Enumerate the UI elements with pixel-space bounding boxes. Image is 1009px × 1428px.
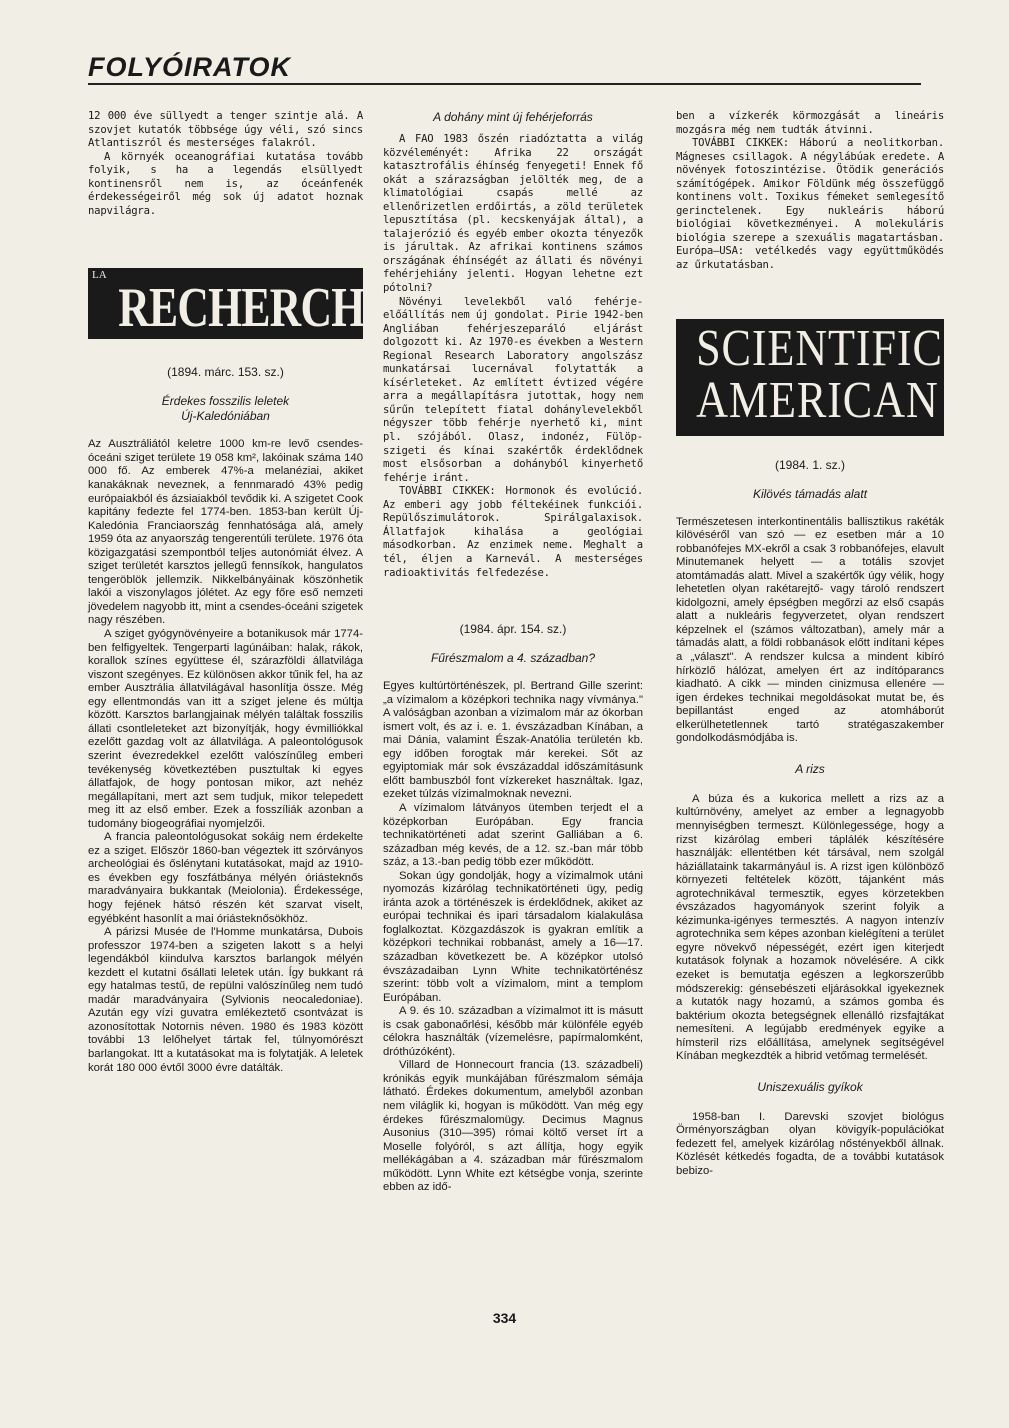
issue-label: (1984. 1. sz.) xyxy=(774,457,846,472)
logo-recherche-text: RECHERCHE xyxy=(118,277,393,340)
header-rule xyxy=(88,83,921,85)
column-1 xyxy=(88,110,393,1075)
body-paragraph: A sziget gyógynövényeire a botanikusok már 1774-ben felfigyeltek. Tengerparti lagúnáiban: halak, rákok, korallok színes együttese él, szárazföldi állatvilága viszont szegényes. Ez különösen akkor tűnik fel, ha az ember Ausztrália állatvilágával hasonlítja össze. Még egy ellentmondás van itt a sziget jelene és múltja között. Karsztos barlangjainak mélyén találtak fosszilis állati csontleleteket azt bizonyítják, hogy évmilliókkal ezelőtt gazdag volt az állatvilága. A paleontológusok szerint évezredekkel ezelőtt valószínűleg emberi tevékenység következtében pusztultak ki egyes állatfajok, de hogy pontosan mikor, azt nehéz megállapítani, mert azt sem tudjuk, mikor telepedett meg itt az első ember. Ezek a fosszíliák azonban a tudomány biogeográfiai nyomjelzői. xyxy=(88,628,363,830)
scientific-american-logo xyxy=(676,319,944,436)
logo-line: SCIENTIFIC xyxy=(696,319,943,377)
body-paragraph: A 9. és 10. században a vízimalmot itt is másutt is csak gabonaőrlési, később már különféle egyéb célokra használták (vízemelésre, papírmalomként, dróthúzóként). xyxy=(383,1005,643,1058)
issue-label: (1894. márc. 153. sz.) xyxy=(167,365,284,380)
article-title-line: Érdekes fosszilis leletek xyxy=(161,394,290,409)
body-paragraph: Egyes kultúrtörténészek, pl. Bertrand Gille szerint: „a vízimalom a középkori technika nagy vívmánya." A valóságban azonban a vízimalom már az ókorban ismert volt, és az i. e. 1. évszázadban Kínában, a mai Dánia, valamint Észak-Anatólia területén kb. egy időben forogtak már kerekei. Sőt az egyiptomiak már sok évszázaddal időszámításunk előtt bambuszból font vízkereket használtak. Igaz, ezeket túlzás vízimalmoknak nevezni. xyxy=(383,680,643,801)
body-paragraph: Az Ausztráliától keletre 1000 km-re levő csendes-óceáni sziget területe 19 058 km², lakóinak száma 140 000 fő. Az emberek 47%-a melanéziai, akiket kanakáknak neveznek, a fennmaradó 43% pedig európaiakból és ázsiaiakból tevődik ki. A szigetet Cook kapitány fedezte fel 1774-ben. 1853-ban került Új-Kaledónia Franciaország fennhatósága alá, amely 1959 óta az anyaország tengerentúli területe. 1976 óta közigazgatási szempontból teljes autonómiát élvez. A sziget területét karsztos jellegű fennsíkok, hangulatos tengeröblök jellemzik. Nikkelbányáinak köszönhetik lakói a viszonylagos jólétet. Az egy főre eső nemzeti jövedelem nagyobb itt, mint a csendes-óceáni szigetek nagy részében. xyxy=(88,438,363,627)
body-paragraph: A párizsi Musée de l'Homme munkatársa, Dubois professzor 1974-ben a szigeten lakott s a helyi legendákból kiindulva karsztos barlangok mélyén kezdett el kutatni ősállati leletek után. Így bukkant rá egy hatalmas testű, de repülni valószínűleg nem tudó madár maradványaira (Sylvionis neocaledoniae). Azután egy vízi guvatra emlékeztető csontvázat is azonosítottak Notornis néven. 1980 és 1983 között további 13 lelőhelyet tártak fel, túlnyomórészt barlangokat. Itt a kutatásokat ma is folytatják. A leletek korát 180 000 évtől 3000 évre datálták. xyxy=(88,926,363,1074)
body-paragraph: Sokan úgy gondolják, hogy a vízimalmok utáni nyomozás kizárólag technikatörténeti ügy, pedig iránta azok a történészek is érdeklődnek, akiket az európai technikai és ipari társadalom kialakulása foglalkoztat. Közgazdászok is gyakran említik a középkori technikai robbanást, amely a 16—17. században következett be. A középkor utolsó évszázadaiban Lynn White technikatörténész szerint: több volt a vízimalom, mint a templom Európában. xyxy=(383,869,643,1004)
article-title xyxy=(88,394,363,424)
body-paragraph: A FAO 1983 őszén riadóztatta a világ közvéleményét: Afrika 22 országát katasztrofális éhínség fenyegeti! Ennek fő okát a szárazságban jelölték meg, de a klimatológiai csapás mellé az ellenőrizetlen erdőirtás, a zöld területek lepusztítása (pl. kecskenyájak által), a talajerózió és egyéb ember okozta tényezők is járultak. Az afrikai kontinens számos országának éhínségét az állati és növényi fehérjehiány jelenti. Hogyan lehetne ezt pótolni? xyxy=(383,133,643,295)
further-articles: TOVÁBBI CIKKEK: Hormonok és evolúció. Az emberi agy jobb féltekéinek funkciói. Repülőszimulátorok. Spirálgalaxisok. Állatfajok kihalása a geológiai másodkorban. Az enzimek neme. Meghalt a tél, éljen a Karnevál. A mesterséges radioaktivitás felfedezése. xyxy=(383,485,643,579)
column-3 xyxy=(676,110,944,1179)
body-paragraph: Villard de Honnecourt francia (13. századbeli) krónikás egyik munkájában fűrészmalom sémája látható. Érdekes dokumentum, amelyből azonban nem világlik ki, hogyan is működött. Van még egy érdekes fűrészmalomügy. Decimus Magnus Ausonius (310—395) római költő verset írt a Moselle folyóról, s azt állítja, hogy egyik mellékágában a 4. században már fűrészmalom működött. Lynn White ezt kétségbe vonja, szerinte ebben az idő- xyxy=(383,1059,643,1194)
column-2 xyxy=(383,110,643,1195)
article-title: Kilövés támadás alatt xyxy=(752,486,868,501)
logo-la-text: LA xyxy=(92,269,107,282)
further-articles: TOVÁBBI CIKKEK: Háború a neolitkorban. Mágneses csillagok. A négylábúak eredete. A növények fotoszintézise. Ötödik generációs számítógépek. Amikor Földünk még összefüggő kontinens volt. Toxikus fémeket semlegesítő gerinctelenek. Egy nukleáris háború biológiai következményei. A molekuláris biológia szerepe a szexuális magatartásban. Európa—USA: vetélkedés vagy együttműködés az űrkutatásban. xyxy=(676,137,944,272)
la-recherche-logo xyxy=(88,268,393,340)
intro-paragraph: 12 000 éve süllyedt a tenger szintje alá. A szovjet kutatók többsége úgy véli, szó sincs Atlantiszról és mesterséges falakról. xyxy=(88,110,363,150)
body-paragraph: Természetesen interkontinentális ballisztikus rakéták kilövéséről van szó — ez esetben már a 10 robbanófejes MX-ekről a csak 3 robbanófejes, elavult Minutemanek helyett — a totális szovjet atomtámadás alatt. Mivel a szakértők úgy vélik, hogy lehetetlen olyan rakétarejtő- vagy tároló rendszert kidolgozni, amely épségben megőrzi az első csapás alatt a nukleáris fegyverzetet, olyan rendszert képzelnek el (számos változatban), amely már a támadás alatt, a földi robbanások előtt indítani képes a „választ". A rendszer kulcsa a mindent kibíró hírközlő hálózat, amelyen ért az indítóparancs kiadható. A cikk — minden cinizmusa ellenére — igen érdekes technikai megoldásokat mutat be, és bepillantást enged az atomháborút elkerülhetetlennek tartó stratégaszakember gondolkodásmódjába is. xyxy=(676,515,944,745)
body-paragraph: 1958-ban I. Darevski szovjet biológus Örményországban olyan kövigyík-populációkat fedezett fel, amelyek kizárólag nőstényekből állnak. Közlését kétkedés fogadta, de a további kutatások bebizo- xyxy=(676,1110,944,1177)
intro-paragraph: A környék oceanográfiai kutatása tovább folyik, s ha a legendás elsüllyedt kontinensről nem is, az óceánfenék érdekességeiről még sok új adatot hoznak napvilágra. xyxy=(88,150,363,217)
issue-label: (1984. ápr. 154. sz.) xyxy=(459,622,567,637)
body-paragraph: A francia paleontológusokat sokáig nem érdekelte ez a sziget. Először 1860-ban végeztek itt szórványos archeológiai és őslénytani kutatásokat, majd az 1910-es években egy foszfátbánya mélyén óriásteknős maradványaira bukkantak (Meiolonia). Érdekessége, hogy fejének hátsó részén két szarvat viselt, egyébként hasonlít a mai óriásteknősökhöz. xyxy=(88,831,363,925)
body-paragraph: ben a vízkerék körmozgását a lineáris mozgásra még nem tudták átvinni. xyxy=(676,110,944,136)
body-paragraph: A búza és a kukorica mellett a rizs az a kultúrnövény, amelyet az ember a legnagyobb mennyiségben termeszt. Különlegessége, hogy a rizst kizárólag emberi táplálék készítésére használják: ellentétben két társával, nem szolgál háziállataink takarmányául is. A rizst igen különböző környezeti feltételek között, tájanként más agrotechnikával termesztik, egyes körzetekben évszázados hagyományok szerint folyik a kézimunka-igényes termesztés. A nagyon intenzív agrotechnika sem képes azonban kielégíteni a terület egyre növekvő népességét, ezért igen kiterjedt kutatások folynak a hozamok növelésére. A cikk ezeket is bemutatja egészen a legkorszerűbb módszerekig: génsebészeti eljárásokkal igyekeznek a kutatók nagy hozamú, a számos gomba és baktérium okozta betegségnek ellenálló rizsfajtákat nemesíteni. A legújabb eredmények egyike a hímsteril rizs előállítása, amelynek segítségével Kínában megkezdték a hibrid vetőmag termelését. xyxy=(676,792,944,1063)
article-title: A rizs xyxy=(795,761,825,776)
article-title: A dohány mint új fehérjeforrás xyxy=(433,110,593,124)
section-title: FOLYÓIRATOK xyxy=(88,52,291,82)
page-number: 334 xyxy=(492,1310,517,1326)
article-title: Uniszexuális gyíkok xyxy=(757,1079,863,1094)
article-title-line: Új-Kaledóniában xyxy=(181,409,270,424)
body-paragraph: A vízimalom látványos ütemben terjedt el a középkorban Európában. Egy francia technikatörténeti adat szerint Galliában a 6. században még kevés, de a 12. sz.-ban már több száz, a 13.-ban pedig több ezer működött. xyxy=(383,801,643,869)
body-paragraph: Növényi levelekből való fehérje-előállítás nem új gondolat. Pirie 1942-ben Angliában fehérjeszeparáló eljárást dolgozott ki. Az 1970-es években a Western Regional Research Laboratory angolszász munkatársai lucernával folytatták a kísérleteket. Az említett évtized végére arra a megállapításra jutottak, hogy nem sűrűn telepített fiatal dohánylevelekből négyszer több fehérje nyerhető ki, mint pl. szójából. Olasz, indonéz, Fülöp-szigeti és kínai szakértők érdeklődnek most elsősorban a dohányból kinyerhető fehérje iránt. xyxy=(383,295,643,484)
logo-line: AMERICAN xyxy=(696,371,939,429)
article-title: Fűrészmalom a 4. században? xyxy=(430,651,596,666)
